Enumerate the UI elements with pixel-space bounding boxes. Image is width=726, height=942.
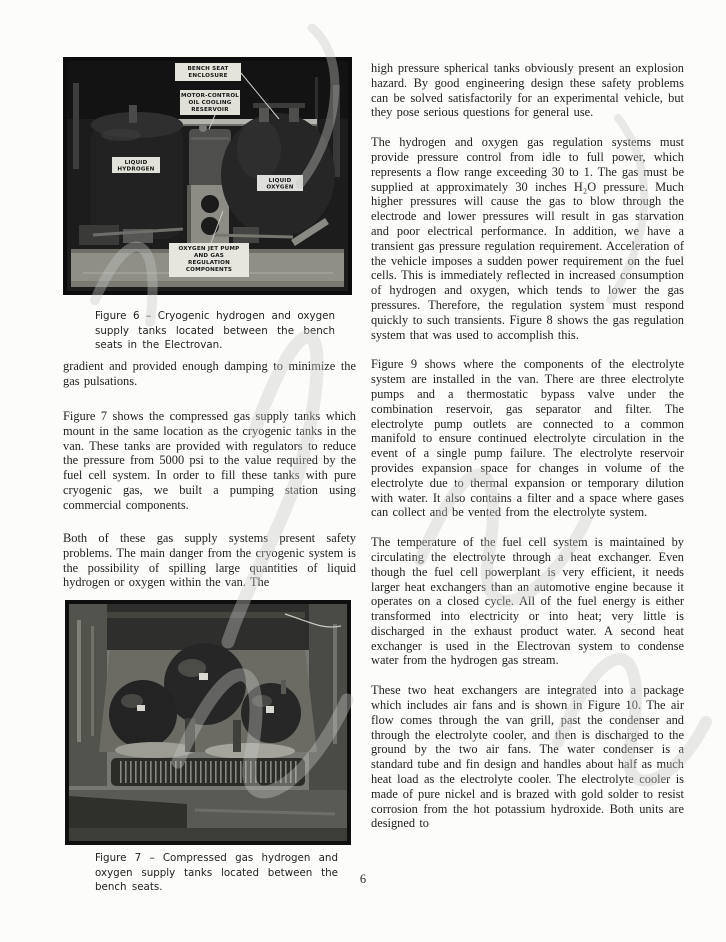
- motor-control-label-line1: MOTOR-CONTROL: [180, 93, 240, 99]
- right-column-paragraph-5: These two heat exchangers are integrated into a package which includes air fans and is shown in Figure 10. The air flow comes through the van grill, past the condenser and through the electrolyte cooler, and then is discharged to the ground by the two air fans. The water condenser is a standard tube and fin design and handles about half as much heat load as the electrolyte cooler. The electrolyte cooler is made of pure nickel and is brazed with gold solder to resist corrosion from the hot potassium hydroxide. Both units are designed to: [371, 683, 684, 831]
- right-column: [371, 61, 684, 846]
- bench-seat-label-line2: ENCLOSURE: [188, 73, 228, 79]
- jet-pump-label-line2: AND GAS: [194, 253, 224, 259]
- figure-6-photo: [63, 57, 352, 295]
- left-column-paragraph-3: Both of these gas supply systems present safety problems. The main danger from the cryogenic system is the possibility of spilling large quantities of liquid hydrogen or oxygen within the van. The: [63, 531, 356, 590]
- figure-7-photo: [65, 600, 351, 845]
- van-floor: [69, 790, 347, 841]
- figure-7-caption: Figure 7 – Compressed gas hydrogen and oxygen supply tanks located between the bench seats.: [95, 852, 338, 894]
- engine-bay-photo-illustration: [63, 57, 352, 295]
- liquid-oxygen-label-line1: LIQUID: [268, 178, 292, 184]
- bench-seat-label-line1: BENCH SEAT: [187, 66, 229, 72]
- liquid-oxygen-label-line2: OXYGEN: [266, 184, 294, 191]
- jet-pump-label-line3: REGULATION: [187, 260, 231, 266]
- tank-tag: [137, 705, 145, 711]
- liquid-hydrogen-label-line1: LIQUID: [124, 160, 148, 166]
- motor-control-label-line2: OIL COOLING: [188, 100, 232, 106]
- left-column-paragraph-2: Figure 7 shows the compressed gas supply tanks which mount in the same location as the cryogenic tanks in the van. These tanks are provided with regulators to reduce the pressure from 5000 psi to the value required by the fuel cell system. In order to fill these tanks with pure cryogenic gas, we built a pumping station using commercial components.: [63, 409, 356, 512]
- van-interior-photo-illustration: [65, 600, 351, 845]
- right-column-paragraph-3: Figure 9 shows where the components of the electrolyte system are installed in the van. There are three electrolyte pumps and a thermostatic bypass valve under the combination reservoir, gas separator and filter. The electrolyte pump outlets are connected to a common manifold to ensure continued electrolyte circulation in the event of a single pump failure. The electrolyte reservoir provides expansion space for changes in volume of the electrolyte due to thermal expansion or temporary dilution with water. It also contains a filter and a space where gases can collect and be vented from the electrolyte system.: [371, 357, 684, 520]
- jet-pump-label-line4: COMPONENTS: [185, 267, 233, 273]
- center-component-panel: [187, 185, 229, 249]
- tank-tag: [199, 673, 208, 680]
- figure-6-caption: Figure 6 – Cryogenic hydrogen and oxygen supply tanks located between the bench seats in the Electrovan.: [95, 310, 335, 352]
- right-column-paragraph-1: high pressure spherical tanks obviously present an explosion hazard. By good engineering design these safety problems can be solved satisfactorily for an experimental vehicle, but they pose serious questions for general use.: [371, 61, 684, 120]
- liquid-hydrogen-label-line2: HYDROGEN: [117, 166, 155, 173]
- left-column-paragraph-1: gradient and provided enough damping to minimize the gas pulsations.: [63, 359, 356, 388]
- heater-grille: [111, 758, 305, 786]
- right-column-paragraph-2: The hydrogen and oxygen gas regulation systems must provide pressure control from idle to full power, which represents a flow range exceeding 30 to 1. The gas must be supplied at approximately 30 inches H₂O pressure. Much higher pressures will cause the gas to blow through the electrode and lower pressures will result in gas starvation and poor electrical performance. In addition, we have a transient gas pressure regulation requirement. Acceleration of the vehicle imposes a sudden power requirement on the fuel cells. This is immediately reflected in increased consumption of hydrogen and oxygen, which tends to lower the gas pressures. Therefore, the regulation system must respond quickly to such transients. Figure 8 shows the gas regulation system that was used to accomplish this.: [371, 135, 684, 342]
- jet-pump-label-line1: OXYGEN JET PUMP: [178, 246, 240, 252]
- tank-tag: [266, 706, 274, 713]
- right-column-paragraph-4: The temperature of the fuel cell system is maintained by circulating the electrolyte through a heat exchanger. Even though the fuel cell powerplant is very efficient, it needs larger heat exchangers than an automotive engine because it operates on a closed cycle. All of the fuel energy is either transformed into electricity or into heat; very little is discharged in the exhaust product water. A second heat exchanger is used in the Electrovan system to condense water from the hydrogen gas stream.: [371, 535, 684, 668]
- page-number: 6: [359, 872, 367, 886]
- motor-control-label-line3: RESERVOIR: [191, 107, 229, 113]
